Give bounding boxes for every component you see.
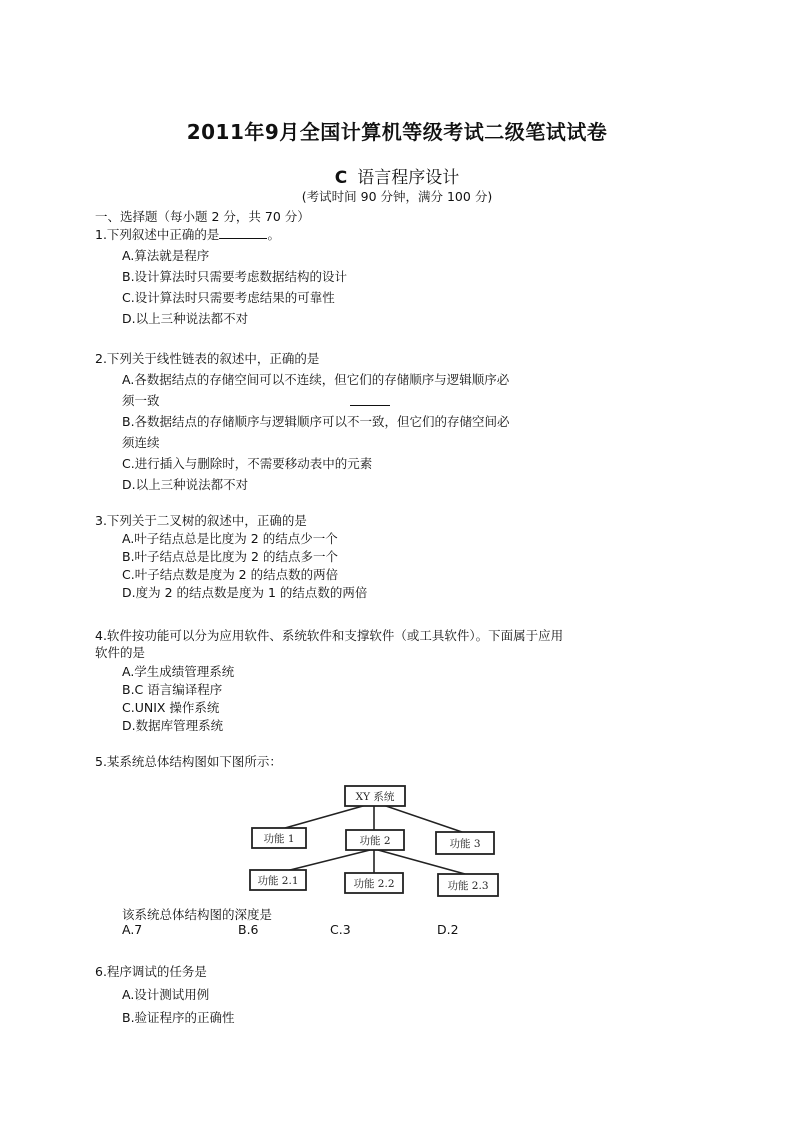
diagram-label-function-2-1: 功能 2.1 [257,875,299,887]
answer-blank [350,393,390,406]
q5-choice-d: D.2 [437,922,459,937]
q3-option-d: D.度为 2 的结点数是度为 1 的结点数的两倍 [122,585,368,600]
question-4-stem: 4.软件按功能可以分为应用软件、系统软件和支撑软件（或工具软件）。下面属于应用 [95,628,564,643]
question-5-stem: 5.某系统总体结构图如下图所示： [95,754,282,769]
diagram-label-function-2-2: 功能 2.2 [353,878,395,890]
question-1-stem [95,225,280,243]
q2-option-a: A.各数据结点的存储空间可以不连续，但它们的存储顺序与逻辑顺序必 [122,372,510,387]
question-2-stem: 2.下列关于线性链表的叙述中，正确的是 [95,351,320,366]
q5-choice-b: B.6 [238,922,259,937]
diagram-label-root: XY 系统 [355,791,395,803]
q4-option-a: A.学生成绩管理系统 [122,664,235,679]
q4-option-b: B.C 语言编译程序 [122,682,223,697]
section-heading: 一、选择题（每小题 2 分，共 70 分） [95,209,310,224]
question-5-text: 该系统总体结构图的深度是 [122,907,273,922]
diagram-label-function-3: 功能 3 [449,838,481,850]
exam-subject [0,163,794,188]
q3-option-c: C.叶子结点数是度为 2 的结点数的两倍 [122,567,339,582]
answer-blank [219,228,267,239]
subject-name: 语言程序设计 [357,168,460,188]
q2-option-a-cont: 须一致 [122,393,160,408]
q3-option-a: A.叶子结点总是比度为 2 的结点少一个 [122,531,338,546]
exam-title: 2011年9月全国计算机等级考试二级笔试试卷 [186,120,608,144]
diagram-label-function-2: 功能 2 [359,835,391,847]
q2-option-b-cont: 须连续 [122,435,160,450]
question-6-stem: 6.程序调试的任务是 [95,964,207,979]
exam-info: (考试时间 90 分钟，满分 100 分) [301,189,493,204]
question-4-stem-cont: 软件的是 [95,645,146,660]
q3-option-b: B.叶子结点总是比度为 2 的结点多一个 [122,549,338,564]
diagram-label-function-2-3: 功能 2.3 [447,880,489,892]
q5-choice-a: A.7 [122,922,143,937]
q1-option-c: C.设计算法时只需要考虑结果的可靠性 [122,290,335,305]
subject-letter: C [334,168,348,188]
q6-option-a: A.设计测试用例 [122,987,210,1002]
q2-option-b: B.各数据结点的存储顺序与逻辑顺序可以不一致，但它们的存储空间必 [122,414,510,429]
q1-option-b: B.设计算法时只需要考虑数据结构的设计 [122,269,348,284]
question-3-stem: 3.下列关于二叉树的叙述中，正确的是 [95,513,307,528]
question-1-text: 1.下列叙述中正确的是 [95,227,220,242]
q4-option-d: D.数据库管理系统 [122,718,224,733]
structure-diagram [240,782,508,900]
q6-option-b: B.验证程序的正确性 [122,1010,235,1025]
q2-option-c: C.进行插入与删除时，不需要移动表中的元素 [122,456,373,471]
q5-choice-c: C.3 [330,922,351,937]
question-1-end: 。 [267,227,280,242]
diagram-label-function-1: 功能 1 [263,833,295,845]
q4-option-c: C.UNIX 操作系统 [122,700,220,715]
q1-option-a: A.算法就是程序 [122,248,210,263]
q2-option-d: D.以上三种说法都不对 [122,477,249,492]
q1-option-d: D.以上三种说法都不对 [122,311,249,326]
